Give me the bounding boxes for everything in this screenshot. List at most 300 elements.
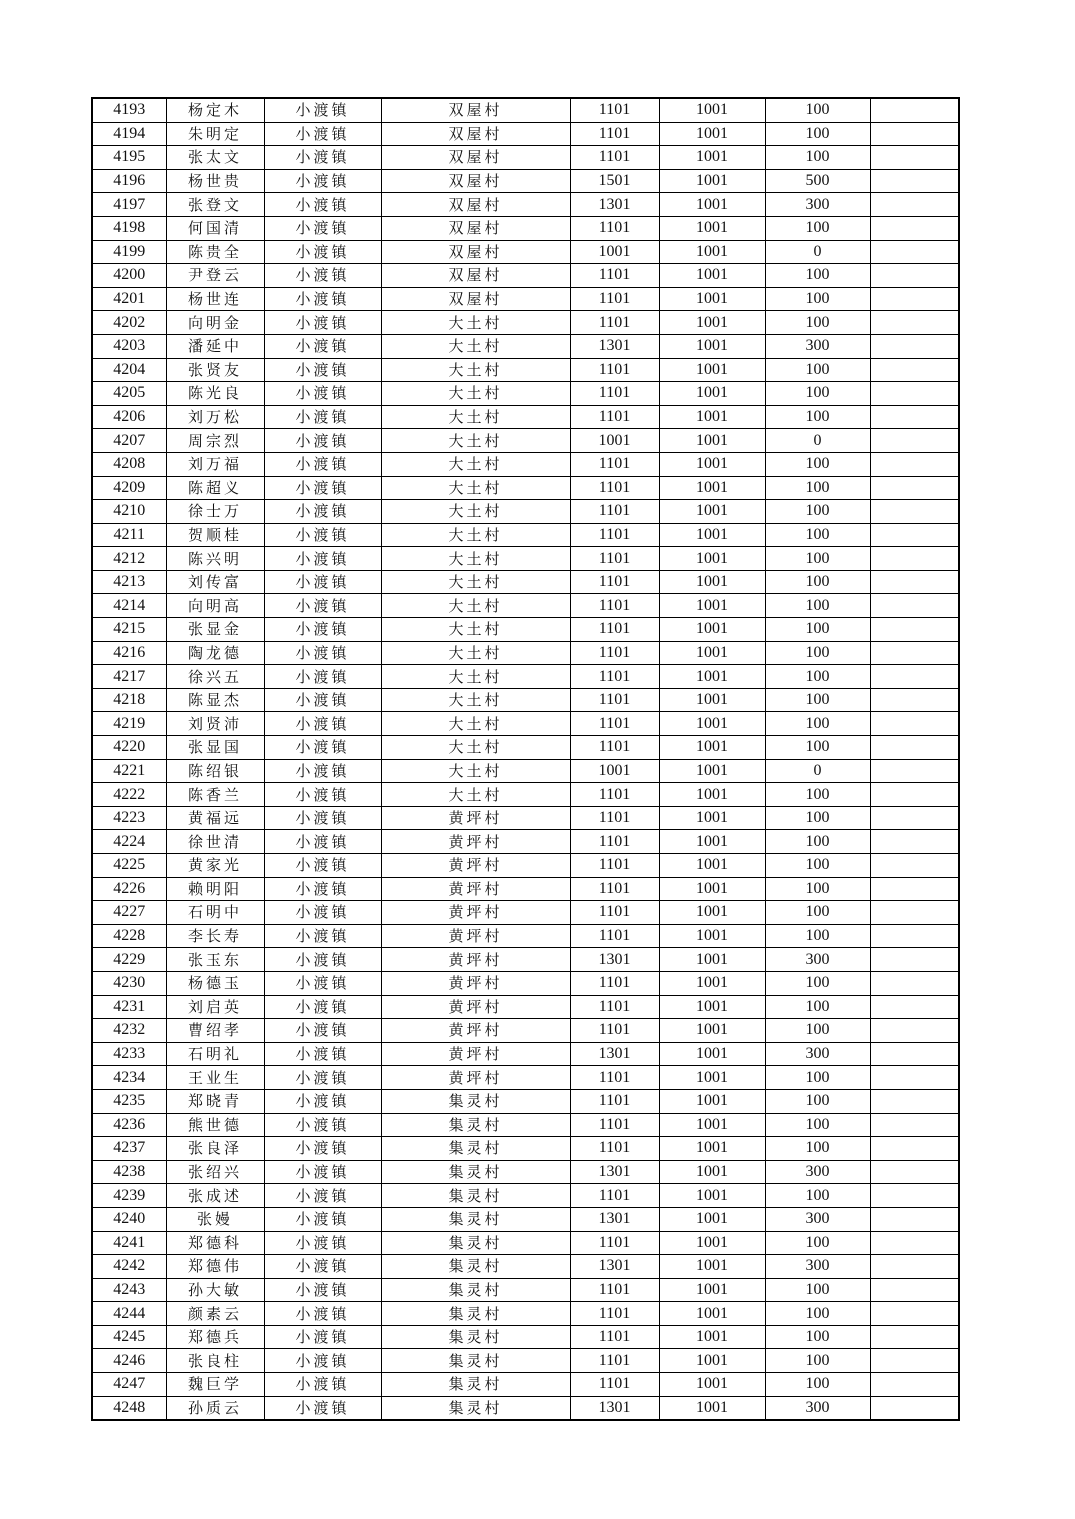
cell-village: 大土村 — [381, 429, 570, 453]
cell-row-number: 4193 — [92, 98, 166, 122]
cell-code-b: 1001 — [659, 193, 765, 217]
cell-name: 曹绍孝 — [166, 1019, 264, 1043]
cell-village: 集灵村 — [381, 1396, 570, 1420]
table-row — [92, 1278, 959, 1302]
cell-row-number: 4197 — [92, 193, 166, 217]
cell-village: 大土村 — [381, 476, 570, 500]
cell-village: 黄坪村 — [381, 877, 570, 901]
cell-name: 郑德兵 — [166, 1325, 264, 1349]
cell-code-b: 1001 — [659, 1278, 765, 1302]
table-row — [92, 594, 959, 618]
cell-code-b: 1001 — [659, 334, 765, 358]
table-row — [92, 830, 959, 854]
cell-amount: 0 — [765, 429, 870, 453]
cell-village: 双屋村 — [381, 146, 570, 170]
cell-amount: 100 — [765, 358, 870, 382]
cell-row-number: 4236 — [92, 1113, 166, 1137]
cell-township: 小渡镇 — [264, 500, 381, 524]
cell-amount: 100 — [765, 688, 870, 712]
cell-township: 小渡镇 — [264, 570, 381, 594]
cell-code-a: 1101 — [570, 830, 659, 854]
cell-remark — [870, 806, 959, 830]
cell-code-b: 1001 — [659, 1207, 765, 1231]
cell-code-b: 1001 — [659, 594, 765, 618]
cell-row-number: 4194 — [92, 122, 166, 146]
cell-row-number: 4220 — [92, 736, 166, 760]
cell-row-number: 4243 — [92, 1278, 166, 1302]
cell-village: 大土村 — [381, 500, 570, 524]
cell-remark — [870, 995, 959, 1019]
cell-amount: 100 — [765, 122, 870, 146]
cell-row-number: 4239 — [92, 1184, 166, 1208]
cell-name: 颜素云 — [166, 1302, 264, 1326]
cell-row-number: 4205 — [92, 382, 166, 406]
cell-row-number: 4247 — [92, 1373, 166, 1397]
cell-village: 集灵村 — [381, 1349, 570, 1373]
cell-name: 石明中 — [166, 901, 264, 925]
cell-amount: 100 — [765, 901, 870, 925]
cell-village: 黄坪村 — [381, 854, 570, 878]
table-row — [92, 122, 959, 146]
cell-township: 小渡镇 — [264, 618, 381, 642]
cell-row-number: 4206 — [92, 405, 166, 429]
table-row — [92, 1160, 959, 1184]
cell-village: 大土村 — [381, 759, 570, 783]
cell-name: 张玉东 — [166, 948, 264, 972]
cell-township: 小渡镇 — [264, 854, 381, 878]
cell-code-a: 1101 — [570, 523, 659, 547]
cell-code-a: 1101 — [570, 216, 659, 240]
cell-township: 小渡镇 — [264, 995, 381, 1019]
table-row — [92, 712, 959, 736]
cell-amount: 100 — [765, 995, 870, 1019]
cell-village: 大土村 — [381, 311, 570, 335]
cell-code-a: 1101 — [570, 995, 659, 1019]
cell-amount: 500 — [765, 169, 870, 193]
cell-village: 集灵村 — [381, 1325, 570, 1349]
cell-row-number: 4211 — [92, 523, 166, 547]
cell-remark — [870, 1066, 959, 1090]
cell-amount: 100 — [765, 971, 870, 995]
cell-amount: 300 — [765, 1207, 870, 1231]
cell-village: 集灵村 — [381, 1137, 570, 1161]
cell-row-number: 4248 — [92, 1396, 166, 1420]
cell-village: 集灵村 — [381, 1255, 570, 1279]
table-row — [92, 924, 959, 948]
cell-row-number: 4224 — [92, 830, 166, 854]
cell-remark — [870, 570, 959, 594]
cell-township: 小渡镇 — [264, 1349, 381, 1373]
cell-name: 赖明阳 — [166, 877, 264, 901]
cell-township: 小渡镇 — [264, 122, 381, 146]
table-row — [92, 1184, 959, 1208]
cell-village: 大土村 — [381, 688, 570, 712]
cell-code-b: 1001 — [659, 783, 765, 807]
cell-code-a: 1101 — [570, 641, 659, 665]
cell-code-b: 1001 — [659, 216, 765, 240]
table-row — [92, 1373, 959, 1397]
cell-code-b: 1001 — [659, 688, 765, 712]
cell-township: 小渡镇 — [264, 1066, 381, 1090]
cell-township: 小渡镇 — [264, 877, 381, 901]
table-row — [92, 287, 959, 311]
cell-name: 陈兴明 — [166, 547, 264, 571]
cell-township: 小渡镇 — [264, 1373, 381, 1397]
cell-code-a: 1101 — [570, 1089, 659, 1113]
cell-code-b: 1001 — [659, 476, 765, 500]
cell-code-a: 1101 — [570, 1113, 659, 1137]
cell-code-a: 1101 — [570, 971, 659, 995]
cell-remark — [870, 594, 959, 618]
cell-code-a: 1101 — [570, 1231, 659, 1255]
cell-row-number: 4230 — [92, 971, 166, 995]
table-row — [92, 169, 959, 193]
table-row — [92, 971, 959, 995]
cell-name: 尹登云 — [166, 264, 264, 288]
cell-code-b: 1001 — [659, 641, 765, 665]
cell-township: 小渡镇 — [264, 146, 381, 170]
cell-code-a: 1101 — [570, 924, 659, 948]
cell-code-b: 1001 — [659, 1373, 765, 1397]
cell-remark — [870, 334, 959, 358]
table-row — [92, 1396, 959, 1420]
cell-code-b: 1001 — [659, 264, 765, 288]
table-row — [92, 311, 959, 335]
cell-row-number: 4231 — [92, 995, 166, 1019]
cell-amount: 100 — [765, 1184, 870, 1208]
cell-row-number: 4222 — [92, 783, 166, 807]
cell-code-a: 1101 — [570, 1278, 659, 1302]
cell-village: 双屋村 — [381, 122, 570, 146]
cell-row-number: 4244 — [92, 1302, 166, 1326]
cell-code-b: 1001 — [659, 759, 765, 783]
cell-township: 小渡镇 — [264, 1113, 381, 1137]
cell-township: 小渡镇 — [264, 759, 381, 783]
cell-township: 小渡镇 — [264, 1019, 381, 1043]
cell-remark — [870, 1042, 959, 1066]
table-row — [92, 240, 959, 264]
table-row — [92, 98, 959, 122]
cell-amount: 100 — [765, 405, 870, 429]
cell-code-a: 1101 — [570, 783, 659, 807]
cell-remark — [870, 264, 959, 288]
cell-township: 小渡镇 — [264, 641, 381, 665]
cell-code-b: 1001 — [659, 382, 765, 406]
cell-name: 孙质云 — [166, 1396, 264, 1420]
cell-amount: 100 — [765, 1089, 870, 1113]
cell-code-a: 1101 — [570, 311, 659, 335]
cell-remark — [870, 476, 959, 500]
cell-code-a: 1101 — [570, 854, 659, 878]
cell-remark — [870, 1207, 959, 1231]
cell-row-number: 4200 — [92, 264, 166, 288]
cell-code-a: 1101 — [570, 264, 659, 288]
cell-amount: 100 — [765, 311, 870, 335]
cell-remark — [870, 1184, 959, 1208]
cell-village: 大土村 — [381, 334, 570, 358]
cell-code-b: 1001 — [659, 995, 765, 1019]
table-row — [92, 1349, 959, 1373]
cell-code-b: 1001 — [659, 98, 765, 122]
cell-village: 集灵村 — [381, 1207, 570, 1231]
cell-row-number: 4233 — [92, 1042, 166, 1066]
cell-township: 小渡镇 — [264, 98, 381, 122]
cell-code-b: 1001 — [659, 1325, 765, 1349]
cell-remark — [870, 98, 959, 122]
cell-code-a: 1101 — [570, 1302, 659, 1326]
cell-village: 黄坪村 — [381, 806, 570, 830]
cell-township: 小渡镇 — [264, 547, 381, 571]
cell-code-b: 1001 — [659, 405, 765, 429]
table-row — [92, 736, 959, 760]
cell-remark — [870, 1349, 959, 1373]
cell-remark — [870, 665, 959, 689]
table-row — [92, 854, 959, 878]
cell-name: 张良泽 — [166, 1137, 264, 1161]
table-row — [92, 1113, 959, 1137]
cell-village: 大土村 — [381, 618, 570, 642]
table-row — [92, 547, 959, 571]
cell-amount: 0 — [765, 240, 870, 264]
table-row — [92, 759, 959, 783]
cell-remark — [870, 523, 959, 547]
cell-township: 小渡镇 — [264, 736, 381, 760]
cell-township: 小渡镇 — [264, 783, 381, 807]
cell-amount: 100 — [765, 618, 870, 642]
cell-remark — [870, 358, 959, 382]
cell-remark — [870, 122, 959, 146]
cell-name: 张太文 — [166, 146, 264, 170]
cell-code-b: 1001 — [659, 1137, 765, 1161]
cell-amount: 100 — [765, 382, 870, 406]
cell-village: 集灵村 — [381, 1231, 570, 1255]
cell-code-b: 1001 — [659, 830, 765, 854]
cell-name: 刘万松 — [166, 405, 264, 429]
cell-village: 黄坪村 — [381, 830, 570, 854]
cell-row-number: 4246 — [92, 1349, 166, 1373]
cell-amount: 100 — [765, 1302, 870, 1326]
table-row — [92, 1137, 959, 1161]
cell-amount: 100 — [765, 1349, 870, 1373]
cell-name: 李长寿 — [166, 924, 264, 948]
cell-code-a: 1001 — [570, 759, 659, 783]
cell-amount: 100 — [765, 98, 870, 122]
cell-row-number: 4195 — [92, 146, 166, 170]
cell-code-a: 1101 — [570, 358, 659, 382]
cell-name: 陈光良 — [166, 382, 264, 406]
cell-name: 徐世清 — [166, 830, 264, 854]
cell-code-a: 1001 — [570, 240, 659, 264]
table-row — [92, 523, 959, 547]
cell-name: 杨世贵 — [166, 169, 264, 193]
cell-code-b: 1001 — [659, 1113, 765, 1137]
cell-amount: 100 — [765, 1137, 870, 1161]
cell-township: 小渡镇 — [264, 1184, 381, 1208]
table-body — [92, 98, 959, 1420]
cell-amount: 300 — [765, 1396, 870, 1420]
cell-village: 双屋村 — [381, 264, 570, 288]
cell-code-b: 1001 — [659, 618, 765, 642]
cell-row-number: 4241 — [92, 1231, 166, 1255]
cell-amount: 100 — [765, 570, 870, 594]
cell-name: 杨世连 — [166, 287, 264, 311]
cell-village: 黄坪村 — [381, 971, 570, 995]
cell-remark — [870, 547, 959, 571]
table-row — [92, 1089, 959, 1113]
table-row — [92, 806, 959, 830]
cell-township: 小渡镇 — [264, 1137, 381, 1161]
cell-row-number: 4227 — [92, 901, 166, 925]
cell-township: 小渡镇 — [264, 688, 381, 712]
cell-row-number: 4226 — [92, 877, 166, 901]
cell-amount: 100 — [765, 146, 870, 170]
cell-code-b: 1001 — [659, 1160, 765, 1184]
cell-row-number: 4238 — [92, 1160, 166, 1184]
cell-code-a: 1101 — [570, 146, 659, 170]
cell-code-a: 1501 — [570, 169, 659, 193]
cell-name: 张成述 — [166, 1184, 264, 1208]
cell-name: 郑晓青 — [166, 1089, 264, 1113]
cell-code-a: 1301 — [570, 1042, 659, 1066]
cell-amount: 100 — [765, 806, 870, 830]
cell-township: 小渡镇 — [264, 971, 381, 995]
cell-amount: 300 — [765, 1042, 870, 1066]
cell-row-number: 4201 — [92, 287, 166, 311]
cell-township: 小渡镇 — [264, 429, 381, 453]
cell-remark — [870, 736, 959, 760]
table-row — [92, 429, 959, 453]
table-row — [92, 641, 959, 665]
cell-name: 周宗烈 — [166, 429, 264, 453]
cell-village: 大土村 — [381, 405, 570, 429]
cell-code-a: 1101 — [570, 98, 659, 122]
cell-code-a: 1301 — [570, 1207, 659, 1231]
cell-name: 张登文 — [166, 193, 264, 217]
cell-code-a: 1001 — [570, 429, 659, 453]
cell-code-a: 1101 — [570, 1019, 659, 1043]
cell-code-b: 1001 — [659, 452, 765, 476]
cell-code-a: 1101 — [570, 382, 659, 406]
table-row — [92, 1207, 959, 1231]
cell-township: 小渡镇 — [264, 948, 381, 972]
cell-code-a: 1301 — [570, 1160, 659, 1184]
cell-amount: 100 — [765, 523, 870, 547]
cell-remark — [870, 971, 959, 995]
cell-code-a: 1101 — [570, 806, 659, 830]
cell-code-b: 1001 — [659, 1231, 765, 1255]
cell-village: 大土村 — [381, 712, 570, 736]
cell-code-b: 1001 — [659, 311, 765, 335]
cell-remark — [870, 1278, 959, 1302]
cell-township: 小渡镇 — [264, 901, 381, 925]
cell-code-b: 1001 — [659, 1089, 765, 1113]
cell-code-a: 1101 — [570, 1066, 659, 1090]
cell-name: 黄家光 — [166, 854, 264, 878]
cell-code-a: 1101 — [570, 594, 659, 618]
cell-township: 小渡镇 — [264, 216, 381, 240]
cell-amount: 0 — [765, 759, 870, 783]
cell-code-a: 1101 — [570, 547, 659, 571]
table-row — [92, 264, 959, 288]
cell-remark — [870, 452, 959, 476]
cell-code-a: 1101 — [570, 665, 659, 689]
cell-code-a: 1101 — [570, 570, 659, 594]
cell-township: 小渡镇 — [264, 311, 381, 335]
cell-name: 向明金 — [166, 311, 264, 335]
cell-row-number: 4217 — [92, 665, 166, 689]
cell-name: 陈显杰 — [166, 688, 264, 712]
cell-name: 张嫚 — [166, 1207, 264, 1231]
cell-name: 潘延中 — [166, 334, 264, 358]
cell-amount: 100 — [765, 924, 870, 948]
cell-code-b: 1001 — [659, 547, 765, 571]
cell-township: 小渡镇 — [264, 240, 381, 264]
table-row — [92, 193, 959, 217]
cell-code-a: 1101 — [570, 476, 659, 500]
cell-township: 小渡镇 — [264, 1089, 381, 1113]
cell-row-number: 4228 — [92, 924, 166, 948]
cell-name: 张显金 — [166, 618, 264, 642]
cell-code-b: 1001 — [659, 901, 765, 925]
table-row — [92, 334, 959, 358]
cell-code-b: 1001 — [659, 570, 765, 594]
cell-amount: 100 — [765, 1373, 870, 1397]
cell-township: 小渡镇 — [264, 1207, 381, 1231]
cell-code-b: 1001 — [659, 240, 765, 264]
cell-name: 刘万福 — [166, 452, 264, 476]
cell-code-b: 1001 — [659, 500, 765, 524]
cell-township: 小渡镇 — [264, 358, 381, 382]
cell-code-a: 1101 — [570, 1373, 659, 1397]
cell-code-b: 1001 — [659, 1019, 765, 1043]
cell-amount: 100 — [765, 877, 870, 901]
cell-remark — [870, 1302, 959, 1326]
cell-code-b: 1001 — [659, 1396, 765, 1420]
cell-name: 陈绍银 — [166, 759, 264, 783]
cell-name: 何国清 — [166, 216, 264, 240]
cell-remark — [870, 759, 959, 783]
cell-township: 小渡镇 — [264, 476, 381, 500]
cell-village: 大土村 — [381, 452, 570, 476]
table-row — [92, 1231, 959, 1255]
cell-row-number: 4242 — [92, 1255, 166, 1279]
cell-amount: 100 — [765, 452, 870, 476]
cell-code-b: 1001 — [659, 948, 765, 972]
cell-code-a: 1101 — [570, 712, 659, 736]
cell-row-number: 4215 — [92, 618, 166, 642]
cell-code-b: 1001 — [659, 1349, 765, 1373]
cell-name: 刘传富 — [166, 570, 264, 594]
cell-village: 集灵村 — [381, 1278, 570, 1302]
cell-row-number: 4221 — [92, 759, 166, 783]
cell-township: 小渡镇 — [264, 334, 381, 358]
cell-row-number: 4199 — [92, 240, 166, 264]
cell-remark — [870, 1089, 959, 1113]
cell-row-number: 4214 — [92, 594, 166, 618]
cell-name: 向明高 — [166, 594, 264, 618]
cell-remark — [870, 193, 959, 217]
cell-township: 小渡镇 — [264, 594, 381, 618]
data-table — [91, 97, 960, 1421]
cell-code-a: 1101 — [570, 452, 659, 476]
table-row — [92, 783, 959, 807]
cell-code-a: 1101 — [570, 1184, 659, 1208]
cell-row-number: 4212 — [92, 547, 166, 571]
cell-row-number: 4204 — [92, 358, 166, 382]
table-row — [92, 1325, 959, 1349]
cell-township: 小渡镇 — [264, 382, 381, 406]
cell-remark — [870, 1113, 959, 1137]
